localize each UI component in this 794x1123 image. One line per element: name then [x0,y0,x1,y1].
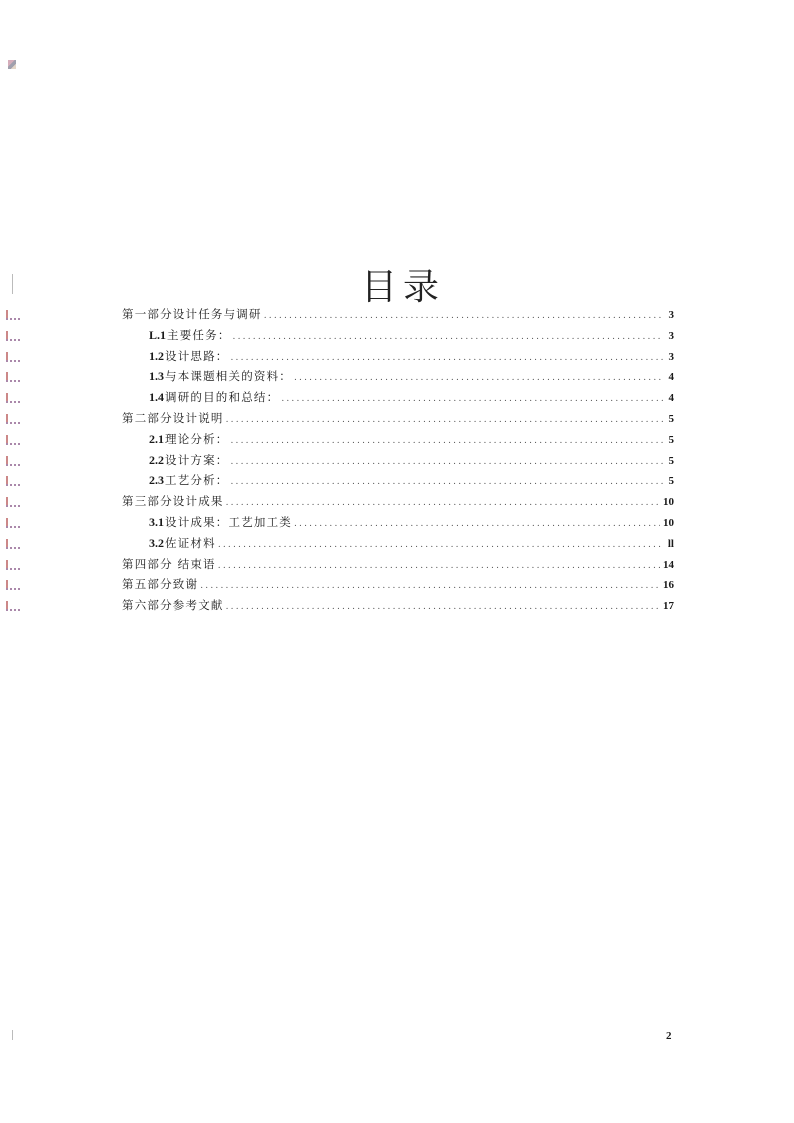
toc-entry-number: 2.2 [149,452,164,467]
toc-dot-leader [231,477,664,487]
toc-entry-label [149,452,229,468]
toc-entry-number: 3.1 [149,514,164,529]
margin-annotation-icon [4,476,22,486]
toc-entry-page: 5 [668,475,674,488]
margin-annotation-icon [4,497,22,507]
toc-entry-text: 设计思路： [165,348,229,363]
toc-entry[interactable] [122,514,674,535]
toc-entry[interactable] [122,389,674,410]
edge-tick [12,1030,13,1040]
margin-annotation-icon [4,580,22,590]
margin-annotation-icon [4,372,22,382]
toc-entry[interactable] [122,472,674,493]
toc-entry[interactable] [122,597,674,618]
toc-entry-label [122,556,216,572]
toc-entry-label [122,306,262,322]
toc-entry-page: 3 [668,350,674,363]
margin-annotation-icon [4,518,22,528]
margin-glyph-icon [8,60,16,69]
toc-entry-page: 10 [663,496,674,509]
toc-entry-page: 17 [663,600,674,613]
toc-entry-text: 第五部分致谢 [122,577,199,592]
toc-dot-leader [226,415,663,425]
toc-entry-text: 第三部分设计成果 [122,494,224,509]
toc-entry-text: 佐证材料 [165,535,216,550]
toc-entry-label [149,327,231,343]
toc-dot-leader [294,373,663,383]
toc-entry-page: 3 [668,329,674,342]
toc-entry-page: 5 [668,433,674,446]
toc-entry-number: 3.2 [149,535,164,550]
toc-dot-leader [231,457,664,467]
margin-annotation-icon [4,352,22,362]
toc-dot-leader [233,332,663,342]
toc-entry-number: 2.1 [149,431,164,446]
toc-entry-page: ll [667,537,674,550]
toc-entry[interactable] [122,556,674,577]
margin-annotation-icon [4,393,22,403]
toc-list [122,306,674,618]
toc-entry[interactable] [122,452,674,473]
toc-entry-text: 第六部分参考文献 [122,598,224,613]
toc-entry-page: 16 [663,579,674,592]
toc-entry-text: 第四部分 结束语 [122,556,216,571]
margin-annotation-icon [4,435,22,445]
toc-entry-page: 5 [668,412,674,425]
toc-entry[interactable] [122,431,674,452]
toc-entry-page: 10 [663,516,674,529]
toc-entry-number: 1.2 [149,348,164,363]
toc-entry[interactable] [122,327,674,348]
toc-entry-number: 2.3 [149,473,164,488]
toc-entry-text: 与本课题相关的资料： [165,369,292,384]
toc-entry-text: 设计成果：工艺加工类 [165,514,292,529]
toc-entry-label [122,493,224,509]
toc-dot-leader [226,498,660,508]
toc-dot-leader [231,436,664,446]
margin-annotation-icon [4,601,22,611]
toc-entry-number: 1.3 [149,369,164,384]
margin-annotation-icon [4,539,22,549]
toc-dot-leader [200,581,660,591]
toc-entry-page: 4 [668,392,674,405]
toc-entry-label [122,410,224,426]
toc-entry-page: 4 [668,371,674,384]
toc-dot-leader [218,540,663,550]
toc-entry-text: 设计方案： [165,452,229,467]
margin-annotation-icon [4,331,22,341]
toc-entry[interactable] [122,576,674,597]
toc-entry-text: 主要任务： [167,327,231,342]
toc-entry-page: 5 [668,454,674,467]
toc-entry-label [149,535,216,551]
page-number: 2 [666,1030,672,1042]
toc-dot-leader [294,519,660,529]
toc-entry-label [149,472,229,488]
toc-entry-text: 调研的目的和总结： [165,390,280,405]
toc-entry-label [149,431,229,447]
toc-entry-label [149,348,229,364]
toc-entry-number: 1.4 [149,390,164,405]
toc-entry-page: 3 [668,309,674,321]
toc-dot-leader [231,353,664,363]
toc-entry-text: 第一部分设计任务与调研 [122,307,262,321]
toc-entry[interactable] [122,368,674,389]
toc-dot-leader [264,311,663,321]
margin-annotation-icon [4,456,22,466]
toc-dot-leader [281,394,663,404]
toc-entry-page: 14 [663,558,674,571]
toc-entry[interactable] [122,493,674,514]
margin-annotation-icon [4,310,22,320]
toc-entry-text: 理论分析： [165,431,229,446]
toc-entry[interactable] [122,348,674,369]
page-title: 目录 [360,267,445,308]
toc-entry[interactable] [122,410,674,431]
toc-entry-text: 工艺分析： [165,473,229,488]
toc-entry[interactable] [122,535,674,556]
toc-entry-label [149,514,292,530]
toc-entry-label [122,597,224,613]
toc-entry-number: L.1 [149,327,167,342]
margin-annotation-icon [4,560,22,570]
toc-dot-leader [218,561,660,571]
toc-entry-text: 第二部分设计说明 [122,410,224,425]
margin-annotation-icon [4,414,22,424]
toc-entry[interactable] [122,306,674,327]
toc-entry-label [149,368,292,384]
toc-entry-label [122,576,198,592]
toc-dot-leader [226,602,660,612]
toc-entry-label [149,389,279,405]
